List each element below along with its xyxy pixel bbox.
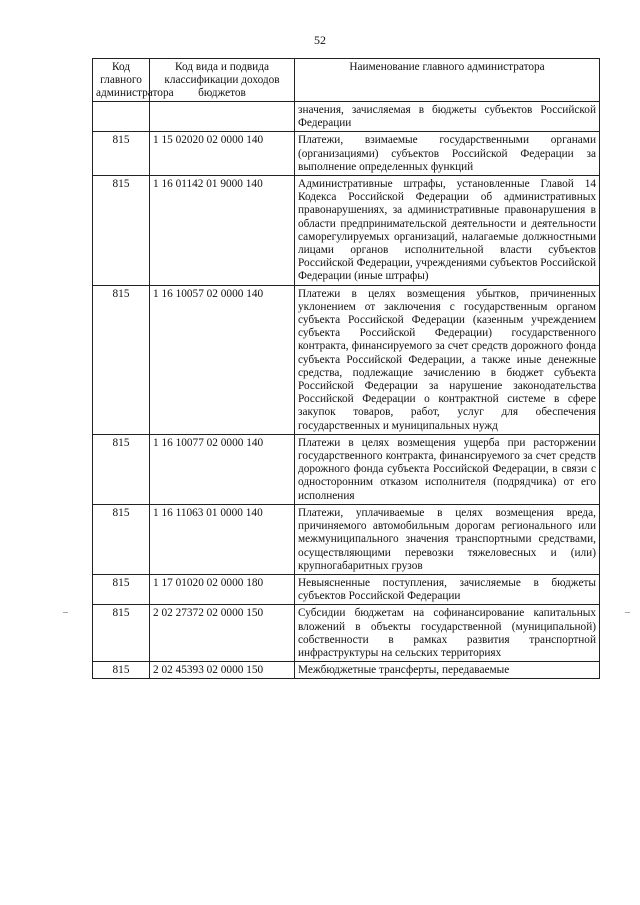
table-row <box>93 102 600 132</box>
table-header-row <box>93 59 600 102</box>
table-row <box>93 504 600 574</box>
table-row <box>93 662 600 679</box>
table-body <box>93 102 600 679</box>
header-admin-code: Код главного администратора <box>93 59 150 102</box>
admin-code-cell: 815 <box>93 504 150 574</box>
scan-mark-right: – <box>625 607 630 618</box>
classification-code-cell: 1 16 11063 01 0000 140 <box>150 504 295 574</box>
header-admin-name: Наименование главного администратора <box>295 59 600 102</box>
table-row <box>93 574 600 604</box>
admin-name-cell: Платежи в целях возмещения ущерба при расторжении государственного контракта, финансируемого за счет средств дорожного фонда субъекта Российской Федерации, в связи с односторонним отказом исполнителя (подрядчика) от его исполнения <box>295 434 600 504</box>
scan-mark-left: – <box>63 607 68 618</box>
admin-name-cell: Субсидии бюджетам на софинансирование капитальных вложений в объекты государственной (муниципальной) собственности в рамках развития транспортной инфраструктуры на сельских территориях <box>295 605 600 662</box>
classification-code-cell: 1 16 10077 02 0000 140 <box>150 434 295 504</box>
classification-code-cell: 1 16 10057 02 0000 140 <box>150 285 295 434</box>
classification-code-cell: 2 02 27372 02 0000 150 <box>150 605 295 662</box>
classification-code-cell: 1 17 01020 02 0000 180 <box>150 574 295 604</box>
admin-name-cell: Платежи, взимаемые государственными органами (организациями) субъектов Российской Федерации за выполнение определенных функций <box>295 132 600 176</box>
admin-code-cell: 815 <box>93 176 150 286</box>
classification-code-cell: 1 16 01142 01 9000 140 <box>150 176 295 286</box>
admin-code-cell <box>93 102 150 132</box>
admin-name-cell: значения, зачисляемая в бюджеты субъектов Российской Федерации <box>295 102 600 132</box>
admin-name-cell: Административные штрафы, установленные Главой 14 Кодекса Российской Федерации об административных правонарушениях, за административные правонарушения в области предпринимательской деятельности и деятельности саморегулируемых организаций, налагаемые должностными лицами органов исполнительной власти субъектов Российской Федерации, учреждениями субъектов Российской Федерации (иные штрафы) <box>295 176 600 286</box>
table-row <box>93 132 600 176</box>
admin-code-cell: 815 <box>93 574 150 604</box>
header-classification-code: Код вида и подвида классификации доходов бюджетов <box>150 59 295 102</box>
classification-code-cell: 1 15 02020 02 0000 140 <box>150 132 295 176</box>
table-row <box>93 605 600 662</box>
admin-code-cell: 815 <box>93 605 150 662</box>
table-row <box>93 176 600 286</box>
admin-name-cell: Невыясненные поступления, зачисляемые в бюджеты субъектов Российской Федерации <box>295 574 600 604</box>
admin-name-cell: Платежи, уплачиваемые в целях возмещения вреда, причиняемого автомобильным дорогам регионального или межмуниципального значения транспортными средствами, осуществляющими перевозки тяжеловесных и (или) крупногабаритных грузов <box>295 504 600 574</box>
revenue-administrators-table <box>92 58 600 679</box>
admin-code-cell: 815 <box>93 662 150 679</box>
page-number: 52 <box>314 33 326 47</box>
classification-code-cell: 2 02 45393 02 0000 150 <box>150 662 295 679</box>
admin-name-cell: Платежи в целях возмещения убытков, причиненных уклонением от заключения с государственным органом субъекта Российской Федерации (казенным учреждением субъекта Российской Федерации) государственного контракта, финансируемого за счет средств дорожного фонда субъекта Российской Федерации, а также иные денежные средства, подлежащие зачислению в бюджет субъекта Российской Федерации за нарушение законодательства Российской Федерации о контрактной системе в сфере закупок товаров, работ, услуг для обеспечения государственных и муниципальных нужд <box>295 285 600 434</box>
admin-code-cell: 815 <box>93 132 150 176</box>
admin-name-cell: Межбюджетные трансферты, передаваемые <box>295 662 600 679</box>
admin-code-cell: 815 <box>93 434 150 504</box>
table-row <box>93 285 600 434</box>
classification-code-cell <box>150 102 295 132</box>
admin-code-cell: 815 <box>93 285 150 434</box>
table-row <box>93 434 600 504</box>
